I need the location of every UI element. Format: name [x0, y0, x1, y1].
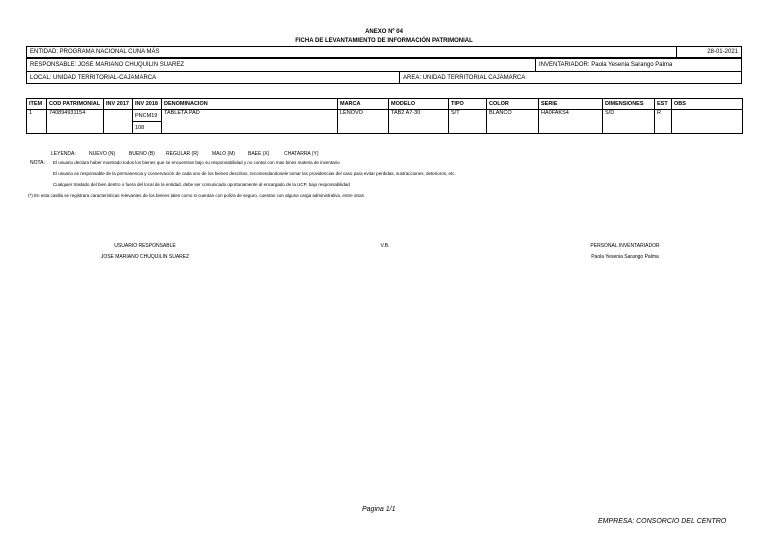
col-color: COLOR — [487, 99, 539, 110]
page-number: Pagina 1/1 — [362, 506, 396, 513]
document-title: FICHA DE LEVANTAMIENTO DE INFORMACIÓN PATRIMONIAL — [295, 38, 473, 44]
cell-tipo: S/T — [449, 110, 487, 134]
nota-line-3: Cualquier traslado del bien dentro o fuera del local de la entidad, debe ser comunicado oportunamente al encargado de la UCP, bajo responsabilidad — [53, 182, 350, 187]
legend-regular: REGULAR (R) — [166, 151, 199, 157]
col-inv-2017: INV 2017 — [104, 99, 133, 110]
cell-color: BLANCO — [487, 110, 539, 134]
cell-serie: HA0FAKS4 — [539, 110, 603, 134]
table-header-row — [27, 99, 743, 110]
entidad-field: ENTIDAD: PROGRAMA NACIONAL CUNA MÁS — [26, 46, 677, 58]
local-field: LOCAL: UNIDAD TERRITORIAL-CAJAMARCA — [26, 71, 400, 84]
nota-line-1: El usuario declara haber mostrado todos los bienes que se encuentran bajo su responsabilidad y no contar con mas bines materia de inventario — [53, 160, 340, 165]
col-marca: MARCA — [338, 99, 389, 110]
usuario-responsable-title: USUARIO RESPONSABLE — [114, 243, 176, 249]
nota-label: NOTA: — [30, 160, 45, 166]
responsable-field: RESPONSABLE: JOSE MARIANO CHUQUILIN SUAREZ — [26, 58, 536, 72]
col-denominacion: DENOMINACION — [162, 99, 338, 110]
cell-est: R — [655, 110, 672, 134]
col-est: EST — [655, 99, 672, 110]
col-cod-patrimonial: COD PATRIMONIAL — [47, 99, 104, 110]
cell-denominacion: TABLETA PAD — [162, 110, 338, 134]
cell-dimensiones: S/D — [603, 110, 655, 134]
inventory-table — [26, 98, 743, 134]
date-field: 28-01-2021 — [676, 46, 742, 58]
legend-label: LEYENDA: — [51, 151, 76, 157]
col-dimensiones: DIMENSIONES — [603, 99, 655, 110]
nota-line-2: El usuario es responsable de la permanencia y conservación de cada uno de los bienes descritos, recomendandosele tomar las providencias del caso para evitar perdidas, sustracciones, deterioros, etc. — [53, 171, 456, 176]
cell-obs — [672, 110, 743, 134]
cell-modelo: TAB2 A7-30 — [389, 110, 449, 134]
col-tipo: TIPO — [449, 99, 487, 110]
legend-nuevo: NUEVO (N) — [89, 151, 116, 157]
company-name: EMPRESA: CONSORCIO DEL CENTRO — [598, 518, 727, 525]
cell-inv2017 — [104, 110, 133, 134]
cell-marca: LENOVO — [338, 110, 389, 134]
cell-item: 1 — [27, 110, 47, 134]
legend-bueno: BUENO (B) — [129, 151, 155, 157]
col-modelo: MODELO — [389, 99, 449, 110]
col-obs: OBS — [672, 99, 743, 110]
cell-inv2018-b: 108 — [133, 122, 162, 134]
col-item: ITEM — [27, 99, 47, 110]
cell-inv2018-a: PNCM19 — [133, 110, 162, 122]
cell-cod: 740894931154 — [47, 110, 104, 134]
inventariador-field: INVENTARIADOR: Paola Yesenia Sarango Palma — [535, 58, 742, 72]
annex-title: ANEXO Nº 04 — [365, 29, 403, 35]
vb-label: V.B. — [380, 243, 390, 249]
footnote: (*) En esta casilla se registrara características relevantes de los bienes tales como si cuentan con poliza de seguro, cuentan con alguna carga administraliva, entre otras — [28, 193, 364, 198]
legend-chatarra: CHATARRA (Y) — [284, 151, 319, 157]
col-inv-2018: INV 2018 — [133, 99, 162, 110]
legend-baee: BAEE (X) — [248, 151, 270, 157]
col-serie: SERIE — [539, 99, 603, 110]
personal-inventariador-title: PERSONAL INVENTARIADOR — [590, 243, 660, 249]
usuario-responsable-name: JOSE MARIANO CHUQUILIN SUAREZ — [100, 254, 190, 260]
personal-inventariador-name: Paola Yesenia Sarango Palma — [591, 254, 659, 260]
area-field: AREA: UNIDAD TERRITORIAL CAJAMARCA — [399, 71, 742, 84]
table-row — [27, 110, 743, 122]
legend-malo: MALO (M) — [212, 151, 236, 157]
